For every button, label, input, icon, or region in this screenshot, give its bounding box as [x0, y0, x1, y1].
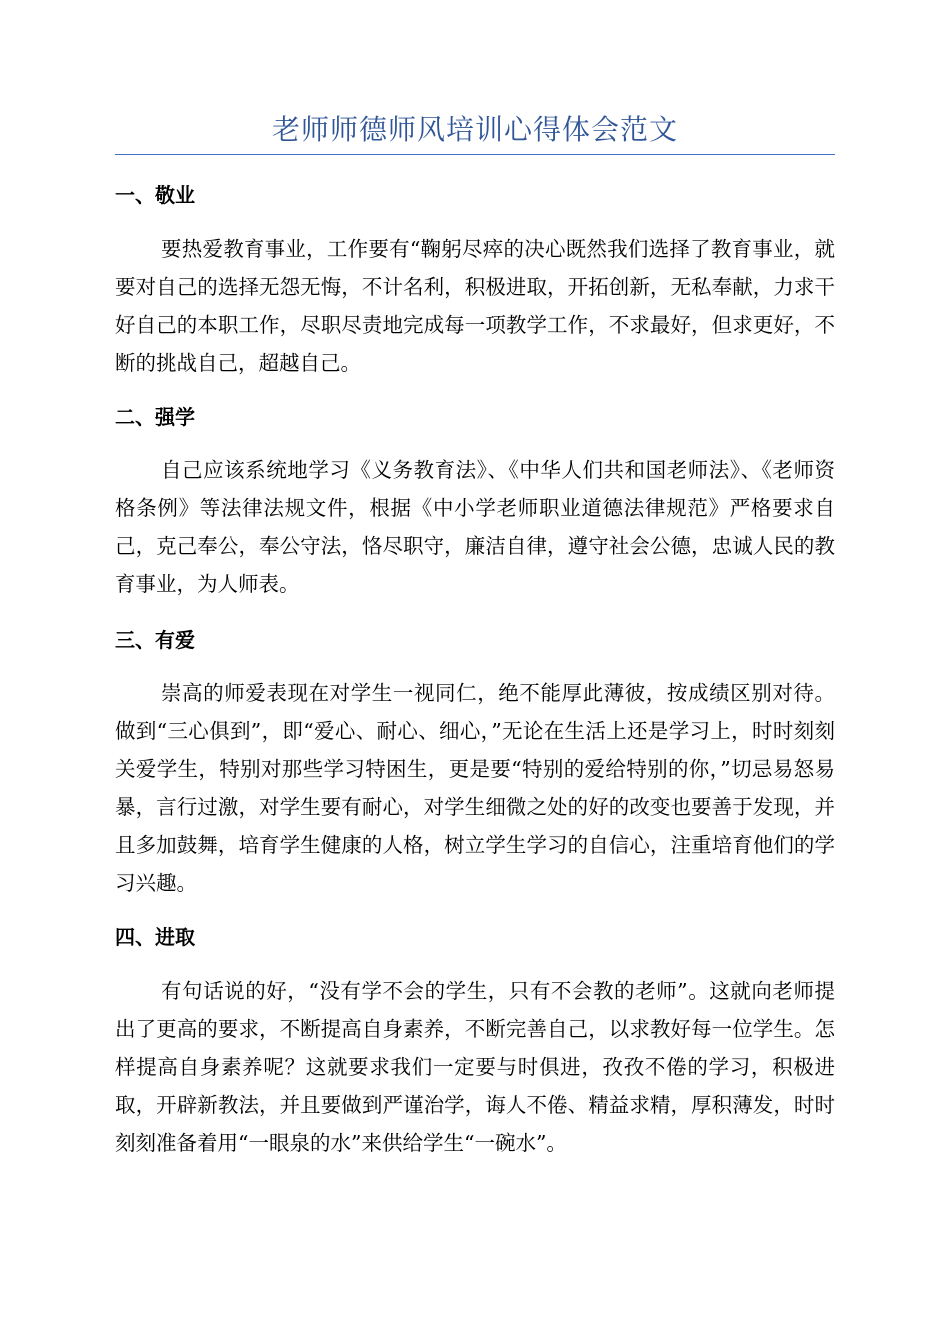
document-title: 老师师德师风培训心得体会范文: [271, 113, 678, 146]
section-heading-jingye: 一、敬业: [115, 183, 195, 207]
section-heading-youai: 三、有爱: [115, 628, 195, 652]
title-divider: [115, 154, 835, 155]
section-paragraph-qiangxue: 自己应该系统地学习《义务教育法》、《中华人们共和国老师法》、《老师资格条例》等法律法规文件，根据《中小学老师职业道德法律规范》严格要求自己，克己奉公，奉公守法，恪尽职守，廉洁自律，遵守社会公德，忠诚人民的教育事业，为人师表。: [115, 458, 835, 596]
section-paragraph-jinqu: 有句话说的好，“没有学不会的学生，只有不会教的老师”。这就向老师提出了更高的要求，不断提高自身素养，不断完善自己，以求教好每一位学生。怎样提高自身素养呢？这就要求我们一定要与时俱进，孜孜不倦的学习，积极进取，开辟新教法，并且要做到严谨治学，诲人不倦、精益求精，厚积薄发，时时刻刻准备着用“一眼泉的水”来供给学生“一碗水”。: [115, 979, 835, 1155]
section-heading-jinqu: 四、进取: [115, 925, 195, 949]
section-paragraph-jingye: 要热爱教育事业，工作要有“鞠躬尽瘁的决心既然我们选择了教育事业，就要对自己的选择无怨无悔，不计名利，积极进取，开拓创新，无私奉献，力求干好自己的本职工作，尽职尽责地完成每一项教学工作，不求最好，但求更好，不断的挑战自己，超越自己。: [115, 237, 835, 375]
section-heading-qiangxue: 二、强学: [115, 405, 195, 429]
section-paragraph-youai: 崇高的师爱表现在对学生一视同仁，绝不能厚此薄彼，按成绩区别对待。做到“三心俱到”，即“爱心、耐心、细心，”无论在生活上还是学习上，时时刻刻关爱学生，特别对那些学习特困生，更是要“特别的爱给特别的你，”切忌易怒易暴，言行过激，对学生要有耐心，对学生细微之处的好的改变也要善于发现，并且多加鼓舞，培育学生健康的人格，树立学生学习的自信心，注重培育他们的学习兴趣。: [115, 681, 835, 895]
